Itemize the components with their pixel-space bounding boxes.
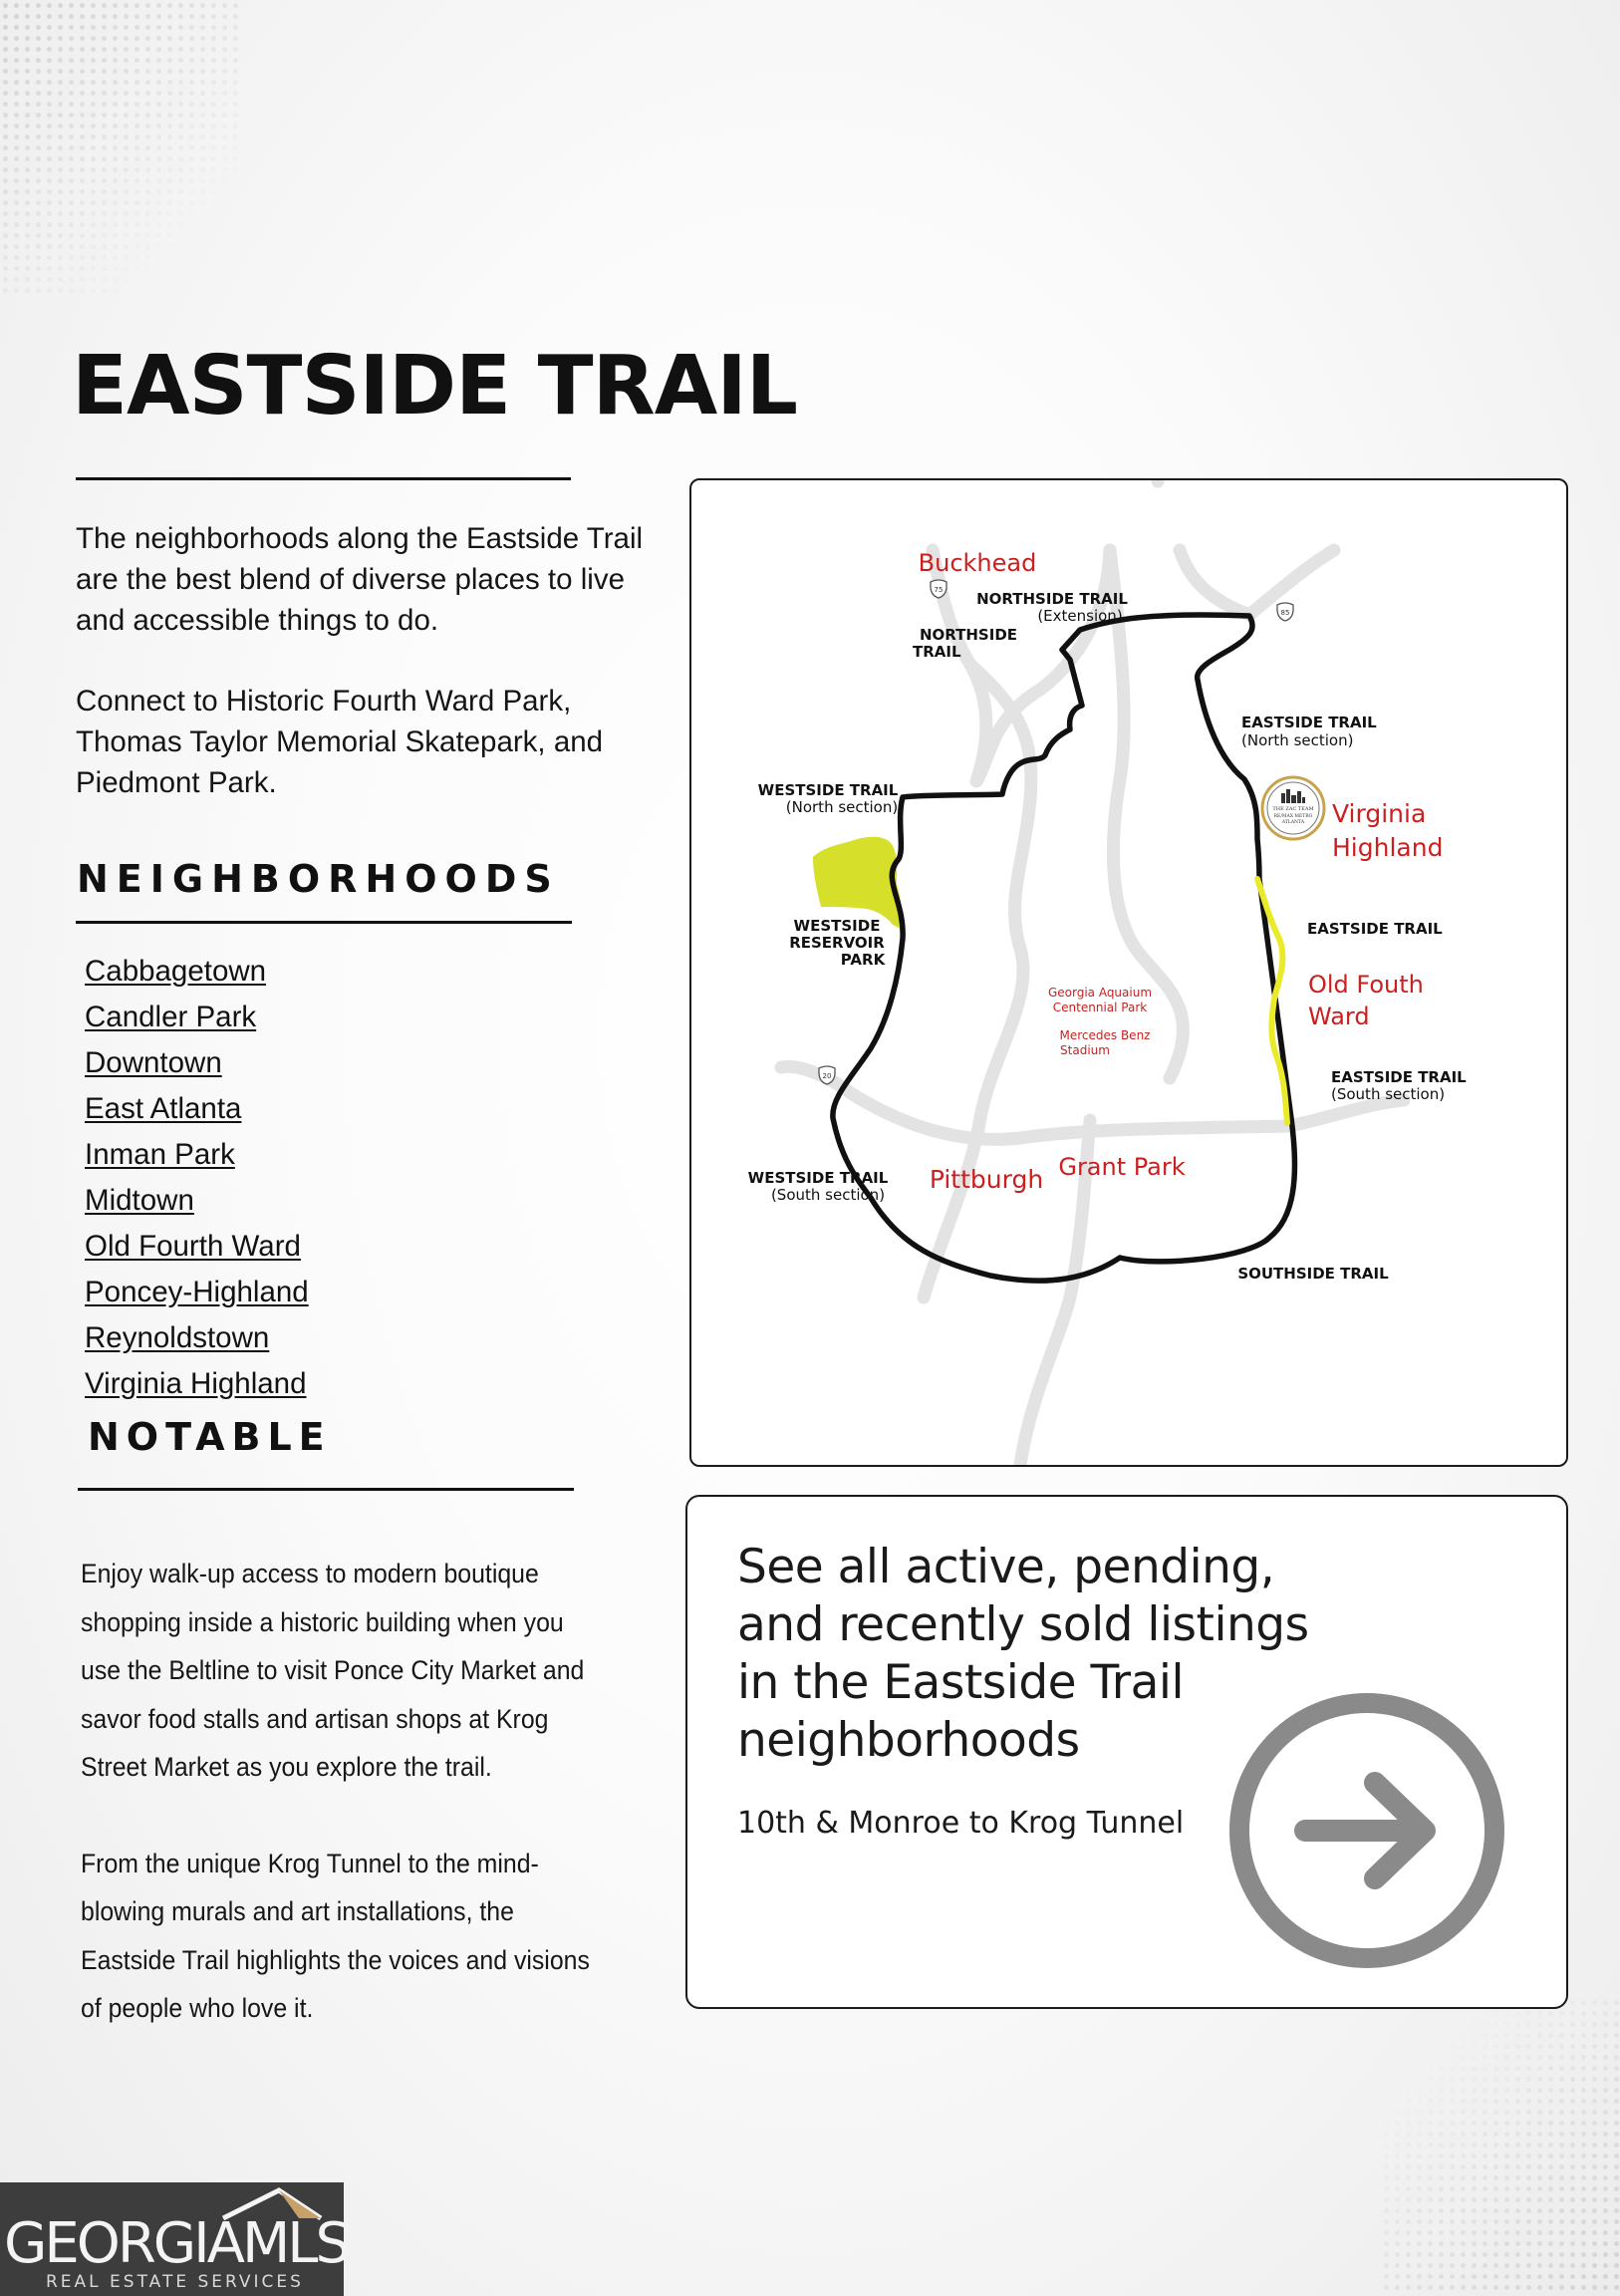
place-label-old-fourth-ward: Ward [1308,1003,1370,1030]
trail-label: (North section) [785,798,899,816]
neighborhood-link-east-atlanta[interactable]: East Atlanta [85,1092,242,1125]
trail-label: EASTSIDE TRAIL [1307,920,1443,938]
neighborhood-link-downtown[interactable]: Downtown [85,1046,222,1079]
neighborhood-link-virginia-highland[interactable]: Virginia Highland [85,1367,307,1400]
list-item [85,1043,309,1089]
neighborhood-link-poncey-highland[interactable]: Poncey-Highland [85,1276,309,1308]
highway-road [976,550,1110,781]
neighborhoods-heading: NEIGHBORHOODS [77,857,560,901]
trail-map [689,478,1568,1467]
neighborhoods-divider [76,921,572,924]
neighborhood-link-inman-park[interactable]: Inman Park [85,1138,235,1171]
notable-divider [78,1488,574,1491]
notable-text [81,1550,594,2081]
decorative-dot-pattern [0,0,239,299]
logo-wordmark: GEORGIAMLS [4,2211,349,2276]
trail-label: (North section) [1241,731,1354,749]
neighborhood-link-cabbagetown[interactable]: Cabbagetown [85,955,267,988]
highway-road [1180,550,1334,615]
list-item [85,1089,309,1135]
cta-subtext: 10th & Monroe to Krog Tunnel [737,1806,1185,1841]
badge-line: ATLANTA [1281,820,1305,825]
notable-heading: NOTABLE [88,1415,332,1459]
cta-line: in the Eastside Trail [737,1655,1185,1710]
neighborhood-list [85,952,309,1410]
trail-map-svg [691,480,1566,1465]
badge-line: THE ZAC TEAM [1272,806,1314,812]
list-item [85,1135,309,1181]
cta-line: neighborhoods [737,1713,1080,1768]
trail-label: SOUTHSIDE TRAIL [1237,1265,1389,1283]
neighborhood-link-old-fourth-ward[interactable]: Old Fourth Ward [85,1230,301,1263]
reservoir-park-area [813,837,903,929]
badge-line: RE/MAX METRO [1273,814,1313,819]
trail-label: NORTHSIDE [919,626,1018,644]
shield-label: 85 [1280,609,1290,617]
decorative-dot-pattern [1381,1997,1620,2296]
trail-label: (Extension) [1037,607,1123,625]
place-label-virginia-highland: Virginia [1332,799,1427,828]
neighborhood-link-reynoldstown[interactable]: Reynoldstown [85,1321,270,1354]
trail-label: (South section) [1331,1085,1446,1103]
neighborhood-link-midtown[interactable]: Midtown [85,1184,194,1217]
place-label-aquarium: Centennial Park [1052,1001,1148,1014]
notable-paragraph: From the unique Krog Tunnel to the mind-blowing murals and art installations, the Eastside Trail highlights the voices and visions of people who love it. [81,1848,590,2023]
notable-paragraph: Enjoy walk-up access to modern boutique shopping inside a historic building when you use the Beltline to visit Ponce City Market and savor food stalls and artisan shops at Krog Street Market as you explore the trail. [81,1559,585,1782]
interstate-shield-icon [1277,603,1293,621]
intro-paragraph: The neighborhoods along the Eastside Trail are the best blend of diverse places to live and accessible things to do. [76,522,644,637]
place-label-stadium: Stadium [1060,1043,1110,1057]
trail-label: EASTSIDE TRAIL [1241,714,1377,731]
intro-text [76,518,674,843]
place-label-aquarium: Georgia Aquaium [1047,986,1153,1000]
place-label-grant-park: Grant Park [1058,1153,1186,1181]
intro-paragraph: Connect to Historic Fourth Ward Park, Thomas Taylor Memorial Skatepark, and Piedmont Park. [76,685,604,799]
list-item [85,1227,309,1273]
logo-tagline: REAL ESTATE SERVICES [46,2272,304,2292]
place-label-buckhead: Buckhead [918,549,1037,577]
page-title: EASTSIDE TRAIL [72,339,797,433]
neighborhood-link-candler-park[interactable]: Candler Park [85,1001,257,1033]
trail-label: WESTSIDE TRAIL [747,1169,889,1187]
list-item [85,1364,309,1410]
trail-label: RESERVOIR [789,934,885,952]
list-item [85,998,309,1043]
arrow-right-circle-icon[interactable] [1225,1691,1514,1980]
place-label-old-fourth-ward: Old Fouth [1308,971,1424,999]
interstate-shield-icon [931,580,946,598]
cta-line: See all active, pending, [737,1540,1275,1594]
cta-line: and recently sold listings [737,1597,1309,1652]
trail-label: (South section) [770,1186,886,1204]
trail-label: WESTSIDE [793,917,881,935]
trail-label: WESTSIDE TRAIL [757,781,899,799]
shield-label: 20 [822,1072,832,1080]
trail-label: TRAIL [913,643,961,661]
place-label-virginia-highland: Highland [1332,833,1444,862]
trail-label: EASTSIDE TRAIL [1331,1068,1467,1086]
list-item [85,1318,309,1364]
listings-cta-card[interactable] [685,1495,1568,2009]
title-divider [76,477,571,480]
place-label-pittsburgh: Pittburgh [929,1165,1044,1194]
trail-label: NORTHSIDE TRAIL [976,590,1128,608]
shield-label: 75 [934,586,944,594]
georgia-mls-logo [0,2182,349,2296]
trail-label: PARK [840,951,886,969]
list-item [85,1273,309,1318]
place-label-stadium: Mercedes Benz [1059,1028,1151,1042]
list-item [85,1181,309,1227]
interstate-shield-icon [819,1066,835,1084]
zac-team-badge [1262,777,1324,839]
list-item [85,952,309,998]
